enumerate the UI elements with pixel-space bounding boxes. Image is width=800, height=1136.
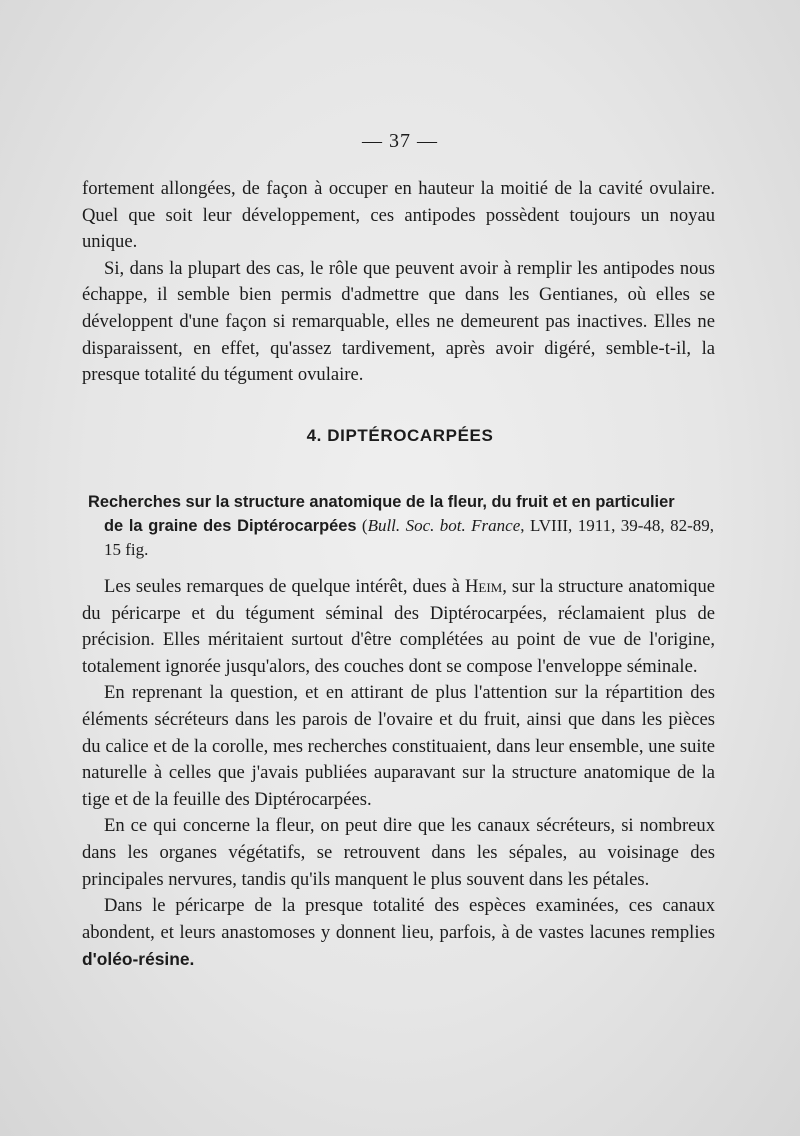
body-text bbox=[82, 574, 715, 974]
continuation-text bbox=[82, 176, 715, 389]
reference-open-paren: ( bbox=[356, 516, 368, 535]
body-paragraph-1-start: Les seules remarques de quelque intérêt, dues à bbox=[104, 576, 465, 597]
reference-title-line-1: Recherches sur la structure anatomique de la fleur, du fruit et en particulier bbox=[88, 493, 675, 511]
continuation-paragraph-2: Si, dans la plupart des cas, le rôle que peuvent avoir à remplir les antipodes nous échappe, il semble bien permis d'admettre que dans les Gentianes, où elles se développent d'une façon si remarquable, elles ne demeurent pas inactives. Elles ne disparaissent, en effet, qu'assez tardivement, après avoir digéré, semble-t-il, la presque totalité du tégument ovulaire. bbox=[82, 257, 715, 386]
body-paragraph-1 bbox=[82, 574, 715, 680]
bibliographic-reference bbox=[88, 490, 714, 561]
reference-volume: , LVIII, 1911, 39-48, 82-89, 15 fig. bbox=[104, 516, 714, 559]
reference-continuation bbox=[88, 514, 714, 561]
body-paragraph-1-end: , sur la structure anatomique du péricarpe et du tégument séminal des Diptérocarpées, réclamaient plus de précision. Elles méritaient surtout d'être complétées au point de vue de l'origine, totalement ignorée jusqu'alors, des couches dont se compose l'enveloppe séminale. bbox=[82, 576, 715, 677]
author-name: Heim bbox=[464, 576, 503, 597]
reference-journal: Bull. Soc. bot. France bbox=[367, 516, 521, 535]
body-paragraph-4-start: Dans le péricarpe de la presque totalité des espèces examinées, ces canaux abondent, et leurs anastomoses y donnent lieu, parfois, à de vastes lacunes remplies bbox=[82, 895, 715, 943]
section-heading: 4. DIPTÉROCARPÉES bbox=[306, 426, 494, 445]
body-paragraph-4-bold: d'oléo-résine. bbox=[82, 949, 195, 970]
reference-title-line-2: de la graine des Diptérocarpées bbox=[104, 517, 357, 535]
body-paragraph-2: En reprenant la question, et en attirant de plus l'attention sur la répartition des éléments sécréteurs dans les parois de l'ovaire et du fruit, ainsi que dans les pièces du calice et de la corolle, mes recherches constituaient, dans leur ensemble, une suite naturelle à celles que j'avais publiées auparavant sur la structure anatomique de la tige et de la feuille des Diptérocarpées. bbox=[82, 682, 715, 810]
body-paragraph-3: En ce qui concerne la fleur, on peut dire que les canaux sécréteurs, si nombreux dans les organes végétatifs, se retrouvent dans les sépales, au voisinage des principales nervures, tandis qu'ils manquent le plus souvent dans les pétales. bbox=[82, 815, 715, 890]
continuation-paragraph-1: fortement allongées, de façon à occuper en hauteur la moitié de la cavité ovulaire. Quel que soit leur développement, ces antipodes possèdent toujours un noyau unique. bbox=[82, 178, 715, 253]
page-number: — 37 — bbox=[362, 130, 438, 152]
body-paragraph-4 bbox=[82, 893, 715, 974]
